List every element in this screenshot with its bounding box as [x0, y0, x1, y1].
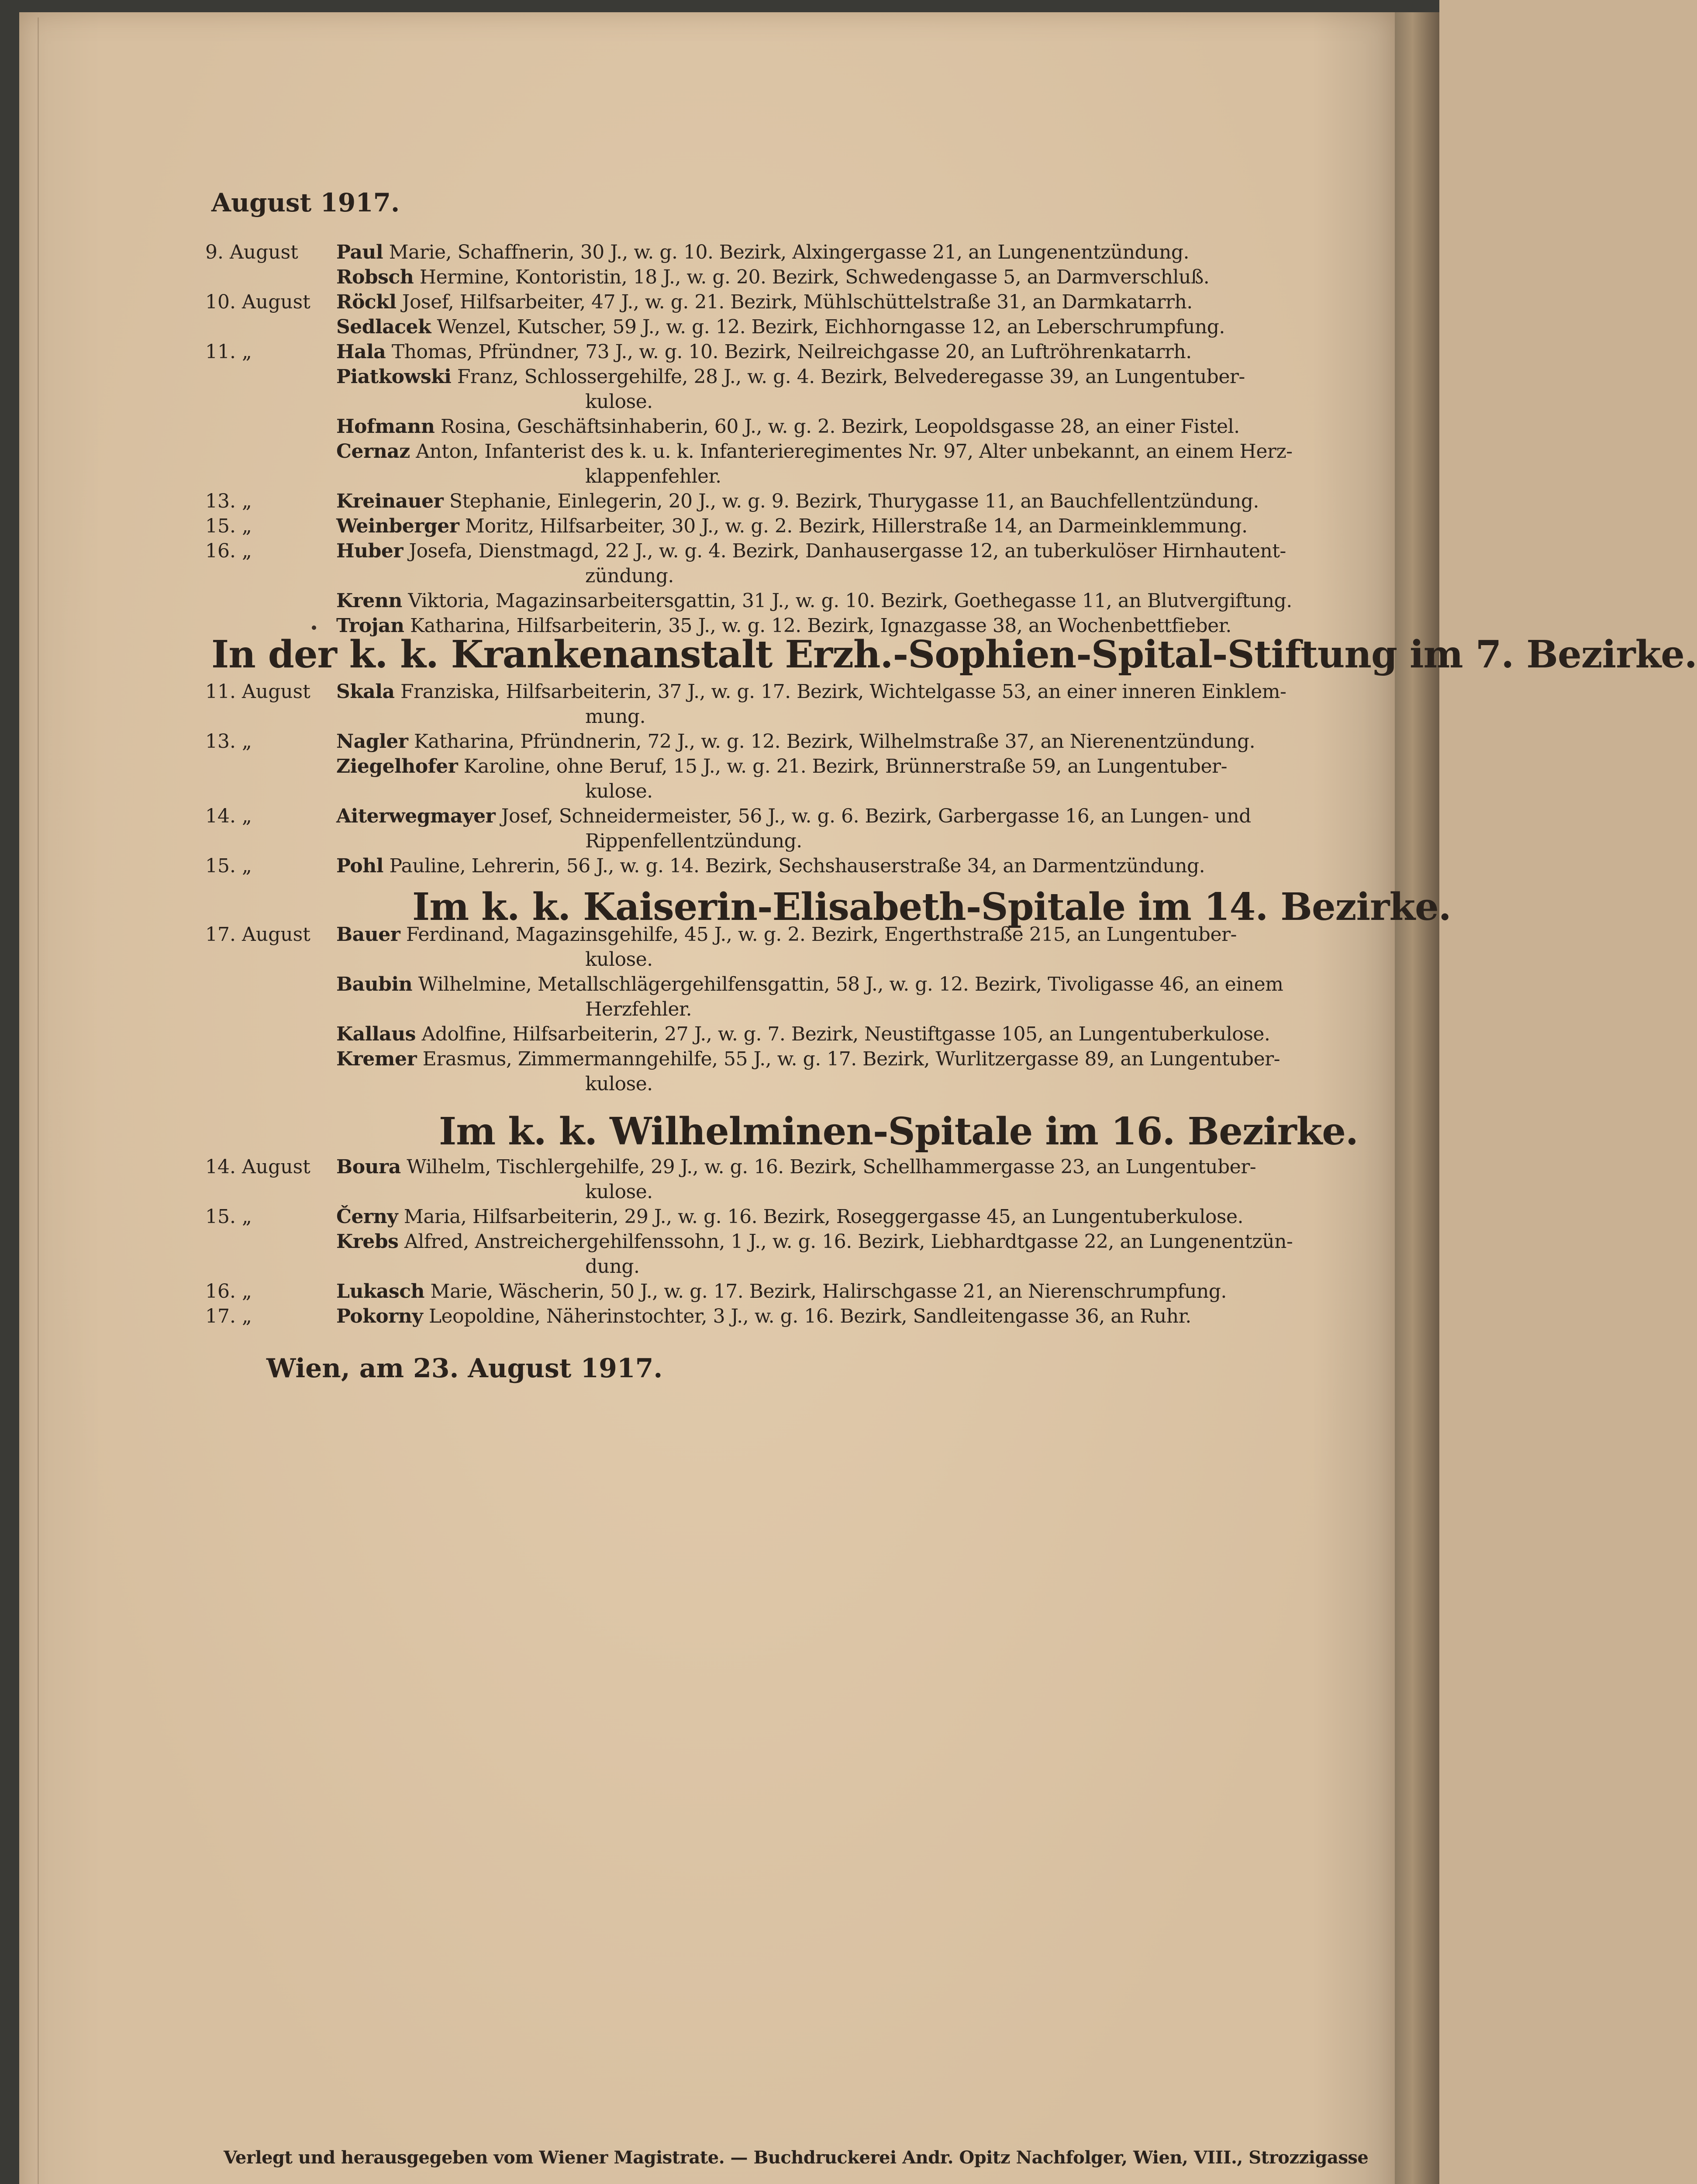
entry-details: Franziska, Hilfsarbeiterin, 37 J., w. g. 17. Bezirk, Wichtelgasse 53, an einer inneren Einklem-	[400, 681, 1287, 703]
entry-surname: Hofmann	[336, 415, 435, 438]
entry-surname: Aiterwegmayer	[336, 805, 496, 827]
entry-surname: Pokorny	[336, 1305, 423, 1327]
entry-details: kulose.	[585, 390, 653, 413]
entry-surname: Krebs	[336, 1230, 399, 1253]
entry-details: Rippenfellentzündung.	[585, 830, 802, 852]
entry-line	[336, 590, 1292, 612]
entry-continuation	[585, 1073, 653, 1095]
entry-date: 17. „	[205, 1305, 252, 1327]
entry-surname: Boura	[336, 1156, 401, 1178]
entry-surname: Černy	[336, 1206, 398, 1228]
print-speck	[312, 625, 316, 630]
entry-date: 14. August	[205, 1156, 310, 1178]
entry-surname: Bauer	[336, 923, 400, 946]
entry-details: Wilhelmine, Metallschlägergehilfensgattin, 58 J., w. g. 12. Bezirk, Tivoligasse 46, an einem	[418, 973, 1283, 995]
entry-surname: Sedlacek	[336, 316, 431, 338]
entry-date: 17. August	[205, 923, 310, 946]
entry-details: Maria, Hilfsarbeiterin, 29 J., w. g. 16. Bezirk, Roseggergasse 45, an Lungentuberkulose.	[404, 1206, 1243, 1228]
entry-line	[336, 855, 1205, 877]
entry-date: 14. „	[205, 805, 252, 827]
entry-details: Katharina, Hilfsarbeiterin, 35 J., w. g. 12. Bezirk, Ignazgasse 38, an Wochenbettfieber.	[410, 615, 1231, 637]
entry-line	[336, 241, 1189, 263]
entry-details: mung.	[585, 705, 646, 728]
entry-details: kulose.	[585, 780, 653, 802]
entry-surname: Krenn	[336, 590, 402, 612]
section-heading-sophien-spital: In der k. k. Krankenanstalt Erzh.-Sophien-Spital-Stiftung im 7. Bezirke.	[211, 632, 1697, 677]
entry-date: 15. „	[205, 515, 252, 537]
entry-line	[336, 415, 1240, 438]
entry-line	[336, 490, 1259, 512]
entry-line	[336, 615, 1231, 637]
adjacent-page-edge	[1395, 12, 1439, 2184]
entry-line	[336, 1230, 1293, 1253]
entry-continuation	[585, 390, 653, 413]
entry-line	[336, 540, 1286, 562]
entry-surname: Ziegelhofer	[336, 755, 458, 778]
entry-details: Moritz, Hilfsarbeiter, 30 J., w. g. 2. Bezirk, Hillerstraße 14, an Darmeinklemmung.	[465, 515, 1248, 537]
section-heading-elisabeth-spital: Im k. k. Kaiserin-Elisabeth-Spitale im 14. Bezirke.	[412, 885, 1451, 929]
entry-line	[336, 291, 1193, 313]
entry-surname: Kreinauer	[336, 490, 444, 512]
entry-details: Erasmus, Zimmermanngehilfe, 55 J., w. g. 17. Bezirk, Wurlitzergasse 89, an Lungentuber-	[422, 1048, 1280, 1070]
entry-line	[336, 1206, 1243, 1228]
entry-line	[336, 755, 1227, 778]
entry-surname: Kallaus	[336, 1023, 416, 1045]
entry-details: dung.	[585, 1255, 640, 1278]
entry-details: Viktoria, Magazinsarbeitersgattin, 31 J., w. g. 10. Bezirk, Goethegasse 11, an Blutvergiftung.	[408, 590, 1292, 612]
closing-place-date: Wien, am 23. August 1917.	[266, 1353, 663, 1384]
entry-date: 10. August	[205, 291, 310, 313]
entry-details: Adolfine, Hilfsarbeiterin, 27 J., w. g. 7. Bezirk, Neustiftgasse 105, an Lungentuberkulose.	[421, 1023, 1270, 1045]
entry-surname: Nagler	[336, 730, 408, 753]
entry-line	[336, 973, 1283, 995]
entry-details: Leopoldine, Näherinstochter, 3 J., w. g. 16. Bezirk, Sandleitengasse 36, an Ruhr.	[428, 1305, 1191, 1327]
entry-details: Hermine, Kontoristin, 18 J., w. g. 20. Bezirk, Schwedengasse 5, an Darmverschluß.	[419, 266, 1210, 288]
entry-details: kulose.	[585, 1181, 653, 1203]
entry-surname: Cernaz	[336, 440, 410, 463]
printer-imprint: Verlegt und herausgegeben vom Wiener Magistrate. — Buchdruckerei Andr. Opitz Nachfolger, Wien, VIII., Strozzigasse	[224, 2147, 1369, 2168]
entry-details: Josefa, Dienstmagd, 22 J., w. g. 4. Bezirk, Danhausergasse 12, an tuberkulöser Hirnhautent-	[409, 540, 1286, 562]
entry-details: kulose.	[585, 1073, 653, 1095]
entry-details: Marie, Wäscherin, 50 J., w. g. 17. Bezirk, Halirschgasse 21, an Nierenschrumpfung.	[430, 1280, 1227, 1303]
entry-details: Thomas, Pfründner, 73 J., w. g. 10. Bezirk, Neilreichgasse 20, an Luftröhrenkatarrh.	[391, 341, 1192, 363]
entry-continuation	[585, 465, 721, 487]
entry-line	[336, 805, 1251, 827]
entry-details: Wilhelm, Tischlergehilfe, 29 J., w. g. 16. Bezirk, Schellhammergasse 23, an Lungentuber-	[407, 1156, 1256, 1178]
entry-date: 16. „	[205, 1280, 252, 1303]
entry-date: 15. „	[205, 1206, 252, 1228]
entry-details: Pauline, Lehrerin, 56 J., w. g. 14. Bezirk, Sechshauserstraße 34, an Darmentzündung.	[389, 855, 1205, 877]
entry-line	[336, 1280, 1227, 1303]
entry-line	[336, 440, 1293, 463]
entry-surname: Paul	[336, 241, 383, 263]
entry-continuation	[585, 1181, 653, 1203]
entry-details: Karoline, ohne Beruf, 15 J., w. g. 21. Bezirk, Brünnerstraße 59, an Lungentuber-	[463, 755, 1227, 778]
entry-continuation	[585, 1255, 640, 1278]
entry-line	[336, 923, 1237, 946]
entry-surname: Röckl	[336, 291, 397, 313]
entry-date: 13. „	[205, 490, 252, 512]
entry-line	[336, 1048, 1280, 1070]
entry-details: Katharina, Pfründnerin, 72 J., w. g. 12. Bezirk, Wilhelmstraße 37, an Nierenentzündung.	[414, 730, 1256, 753]
entry-line	[336, 1156, 1256, 1178]
entry-details: Franz, Schlossergehilfe, 28 J., w. g. 4. Bezirk, Belvederegasse 39, an Lungentuber-	[457, 366, 1245, 388]
entry-continuation	[585, 998, 692, 1020]
entry-details: Wenzel, Kutscher, 59 J., w. g. 12. Bezirk, Eichhorngasse 12, an Leberschrumpfung.	[437, 316, 1225, 338]
entry-surname: Skala	[336, 681, 395, 703]
entry-details: Ferdinand, Magazinsgehilfe, 45 J., w. g. 2. Bezirk, Engerthstraße 215, an Lungentuber-	[406, 923, 1237, 946]
section-heading-wilhelminen-spital: Im k. k. Wilhelminen-Spitale im 16. Bezirke.	[439, 1109, 1358, 1154]
entry-details: Alfred, Anstreichergehilfenssohn, 1 J., w. g. 16. Bezirk, Liebhardtgasse 22, an Lungenentzün-	[404, 1230, 1293, 1253]
entry-line	[336, 341, 1192, 363]
entry-details: Marie, Schaffnerin, 30 J., w. g. 10. Bezirk, Alxingergasse 21, an Lungenentzündung.	[389, 241, 1189, 263]
entry-line	[336, 730, 1255, 753]
entry-continuation	[585, 948, 653, 971]
entry-line	[336, 316, 1225, 338]
page-fold-line	[38, 17, 39, 2184]
entry-line	[336, 515, 1248, 537]
entry-continuation	[585, 780, 653, 802]
entry-surname: Weinberger	[336, 515, 459, 537]
entry-continuation	[585, 830, 802, 852]
entry-continuation	[585, 565, 674, 587]
entry-details: Anton, Infanterist des k. u. k. Infanterieregimentes Nr. 97, Alter unbekannt, an einem Herz-	[416, 440, 1293, 463]
entry-date: 9. August	[205, 241, 298, 263]
entry-surname: Huber	[336, 540, 404, 562]
entry-details: Josef, Schneidermeister, 56 J., w. g. 6. Bezirk, Garbergasse 16, an Lungen- und	[501, 805, 1251, 827]
entry-date: 13. „	[205, 730, 252, 753]
entry-details: Rosina, Geschäftsinhaberin, 60 J., w. g. 2. Bezirk, Leopoldsgasse 28, an einer Fistel.	[440, 415, 1240, 438]
entry-details: kulose.	[585, 948, 653, 971]
entry-surname: Baubin	[336, 973, 413, 995]
entry-surname: Kremer	[336, 1048, 417, 1070]
entry-line	[336, 1023, 1270, 1045]
entry-surname: Hala	[336, 341, 386, 363]
entry-surname: Robsch	[336, 266, 414, 288]
entry-details: Stephanie, Einlegerin, 20 J., w. g. 9. Bezirk, Thurygasse 11, an Bauchfellentzündung.	[449, 490, 1259, 512]
entry-date: 15. „	[205, 855, 252, 877]
entry-date: 16. „	[205, 540, 252, 562]
entry-surname: Piatkowski	[336, 366, 452, 388]
entry-details: klappenfehler.	[585, 465, 721, 487]
entry-surname: Trojan	[336, 615, 404, 637]
entry-surname: Pohl	[336, 855, 383, 877]
entry-line	[336, 366, 1245, 388]
entry-details: Josef, Hilfsarbeiter, 47 J., w. g. 21. Bezirk, Mühlschüttelstraße 31, an Darmkatarrh.	[402, 291, 1193, 313]
entry-line	[336, 266, 1209, 288]
entry-date: 11. August	[205, 681, 310, 703]
entry-details: Herzfehler.	[585, 998, 692, 1020]
entry-line	[336, 681, 1286, 703]
entry-date: 11. „	[205, 341, 252, 363]
page-header-date: August 1917.	[211, 188, 400, 218]
entry-line	[336, 1305, 1191, 1327]
entry-continuation	[585, 705, 645, 728]
entry-surname: Lukasch	[336, 1280, 424, 1303]
entry-details: zündung.	[585, 565, 674, 587]
